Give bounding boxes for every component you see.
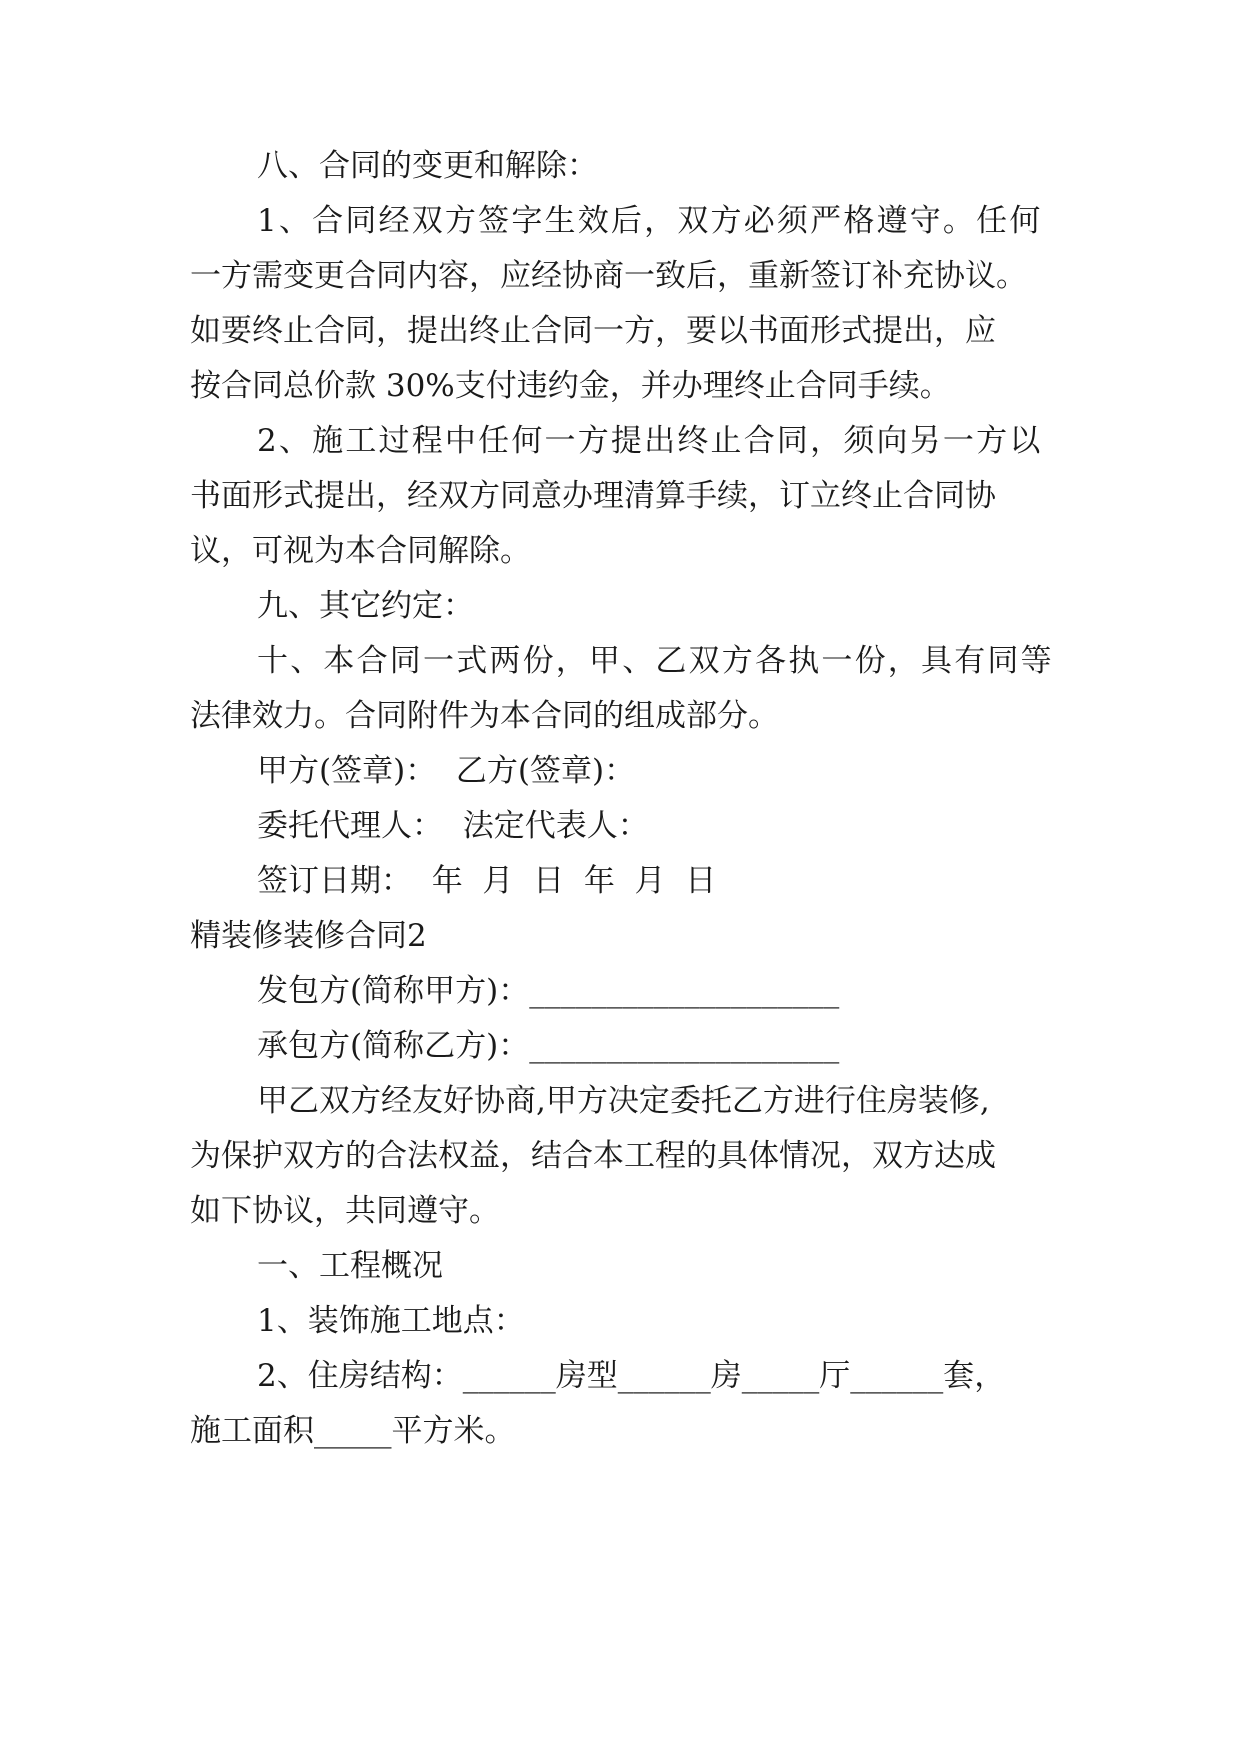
paragraph-line: 1、装饰施工地点： <box>257 1303 525 1339</box>
paragraph-line: 一方需变更合同内容，应经协商一致后，重新签订补充协议。 <box>190 258 1027 294</box>
paragraph-line: 书面形式提出，经双方同意办理清算手续，订立终止合同协 <box>190 478 996 514</box>
paragraph-line: 十、本合同一式两份，甲、乙双方各执一份，具有同等 <box>257 643 1054 679</box>
paragraph-line: 为保护双方的合法权益，结合本工程的具体情况，双方达成 <box>190 1138 996 1174</box>
paragraph-line: 议，可视为本合同解除。 <box>190 533 531 569</box>
section-heading-9: 九、其它约定： <box>257 588 474 624</box>
paragraph-line: 施工面积_____平方米。 <box>190 1413 516 1449</box>
paragraph-line: 2、施工过程中任何一方提出终止合同，须向另一方以 <box>257 423 1043 459</box>
paragraph-line: 如要终止合同，提出终止合同一方，要以书面形式提出，应 <box>190 313 996 349</box>
signature-agent-representative: 委托代理人： 法定代表人： <box>257 808 649 844</box>
paragraph-line: 2、住房结构：______房型______房_____厅______套， <box>257 1358 1006 1394</box>
paragraph-line: 1、合同经双方签字生效后，双方必须严格遵守。任何 <box>257 203 1043 239</box>
signature-party-a-b: 甲方(签章)： 乙方(签章)： <box>257 753 636 789</box>
paragraph-line: 甲乙双方经友好协商,甲方决定委托乙方进行住房装修, <box>257 1083 990 1119</box>
document-title: 精装修装修合同2 <box>190 918 427 954</box>
paragraph-line: 如下协议，共同遵守。 <box>190 1193 500 1229</box>
paragraph-line: 法律效力。合同附件为本合同的组成部分。 <box>190 698 779 734</box>
employer-field: 发包方(简称甲方)：____________________ <box>257 973 840 1009</box>
contractor-field: 承包方(简称乙方)：____________________ <box>257 1028 840 1064</box>
section-heading-1: 一、工程概况 <box>257 1248 443 1284</box>
signature-date: 签订日期： 年 月 日 年 月 日 <box>257 863 717 899</box>
section-heading-8: 八、合同的变更和解除： <box>257 148 598 184</box>
paragraph-line: 按合同总价款 30%支付违约金，并办理终止合同手续。 <box>190 368 951 404</box>
